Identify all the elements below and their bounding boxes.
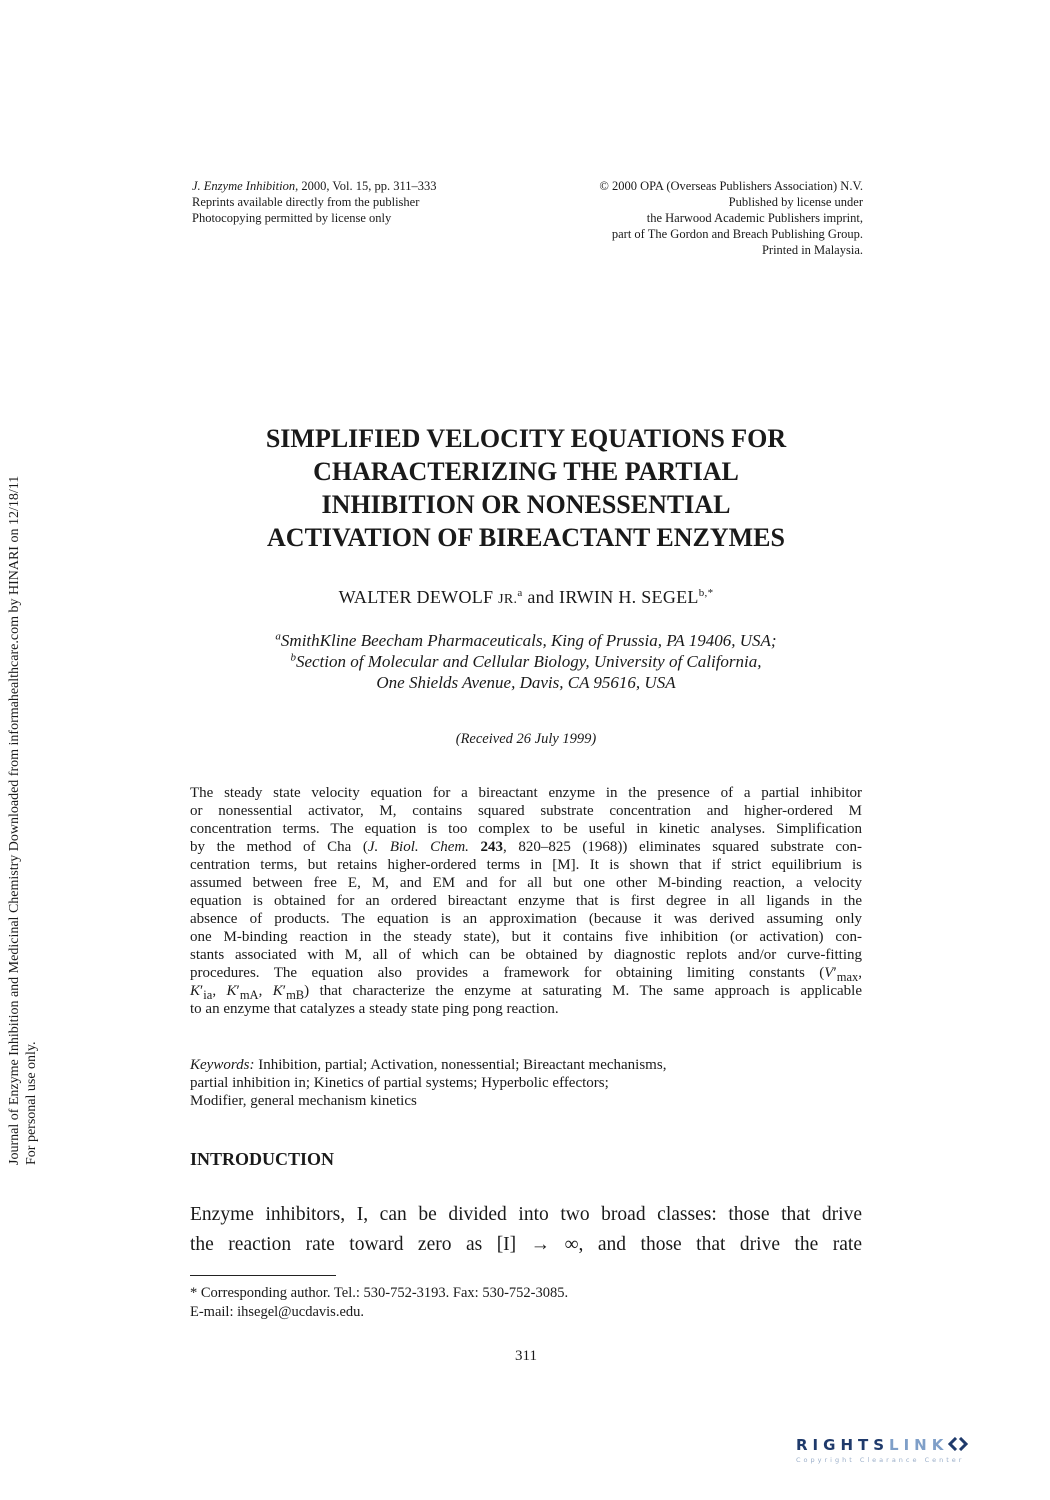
keywords-line: Modifier, general mechanism kinetics (190, 1093, 417, 1109)
abstract-line: procedures. The equation also provides a framework for obtaining limiting constants ($V'_{max}$, (190, 965, 862, 984)
affiliation-b: $^b$Section of Molecular and Cellular Biology, University of California, (290, 651, 762, 671)
citation-line: J. Enzyme Inhibition, 2000, Vol. 15, pp. 311–333 (192, 179, 437, 193)
imprint-line: the Harwood Academic Publishers imprint, (646, 211, 863, 225)
rightslink-arrows-icon (948, 1437, 970, 1451)
photocopy-notice: Photocopying permitted by license only (192, 211, 392, 225)
keywords (190, 1056, 862, 1110)
section-heading: INTRODUCTION (190, 1149, 335, 1169)
received-date: (Received 26 July 1999) (455, 731, 597, 747)
corresponding-author-note: * Corresponding author. Tel.: 530-752-3193. Fax: 530-752-3085. (190, 1285, 569, 1301)
rightslink-wordmark: RIGHTSLINK (796, 1436, 1032, 1454)
abstract-line: assumed between free E, M, and EM and for all but one other M-binding reaction, a velocity (190, 875, 862, 891)
affiliation-mark: a (517, 587, 523, 599)
page-number: 311 (515, 1348, 537, 1364)
math-kma: K (226, 983, 237, 999)
rightslink-tagline: Copyright Clearance Center (796, 1456, 965, 1464)
keywords-line: partial inhibition in; Kinetics of partial systems; Hyperbolic effectors; (190, 1075, 609, 1091)
title-line: ACTIVATION OF BIREACTANT ENZYMES (267, 523, 785, 552)
abstract-line: one M-binding reaction in the steady state), but it contains five inhibition (or activation) con- (190, 929, 862, 945)
author-name: WALTER DEWOLF (338, 587, 499, 607)
abstract-line: concentration terms. The equation is too complex to be useful in kinetic analyses. Simplification (190, 821, 862, 837)
author-list (190, 586, 862, 611)
affiliations (190, 630, 862, 693)
keywords-line: Keywords: Inhibition, partial; Activation, nonessential; Bireactant mechanisms, (190, 1057, 667, 1073)
reprint-notice: Reprints available directly from the publisher (192, 195, 420, 209)
body-line: Enzyme inhibitors, I, can be divided into two broad classes: those that drive (190, 1204, 862, 1225)
math-kmb: K (272, 983, 283, 999)
math-vmax: V (824, 965, 834, 981)
copyright-line: © 2000 OPA (Overseas Publishers Association) N.V. (599, 179, 863, 193)
affiliation-a: $^a$SmithKline Beecham Pharmaceuticals, King of Prussia, PA 19406, USA; (275, 630, 777, 650)
article-title (190, 422, 862, 554)
rightslink-logo[interactable] (796, 1436, 1032, 1470)
abstract-line: centration terms, but retains higher-ordered terms in [M]. It is shown that if strict equilibrium is (190, 857, 862, 873)
footnote (190, 1284, 862, 1322)
abstract-line: to an enzyme that catalyzes a steady state ping pong reaction. (190, 1001, 559, 1017)
title-line: SIMPLIFIED VELOCITY EQUATIONS FOR (265, 424, 787, 453)
abstract-line: stants associated with M, all of which can be obtained by diagnostic replots and/or curve-fitting (190, 947, 862, 963)
footnote-rule (190, 1275, 336, 1276)
abstract-line: by the method of Cha (J. Biol. Chem. 243, 820–825 (1968)) eliminates squared substrate con- (190, 839, 862, 855)
journal-citation (192, 178, 532, 226)
author-suffix: JR. (498, 592, 518, 607)
abstract-line: equation is obtained for an ordered bireactant enzyme that is first degree in all ligands in the (190, 893, 862, 909)
title-line: CHARACTERIZING THE PARTIAL (313, 457, 739, 486)
author-connector: and (522, 587, 560, 607)
body-line: the reaction rate toward zero as [I] → ∞, and those that drive the rate (190, 1234, 862, 1255)
email-note: E-mail: ihsegel@ucdavis.edu. (190, 1304, 365, 1320)
publisher-group-line: part of The Gordon and Breach Publishing Group. (611, 227, 863, 241)
personal-use-line: For personal use only. (24, 1041, 39, 1165)
printed-line: Printed in Malaysia. (761, 243, 863, 257)
abstract-line: $K'_{ia}$, $K'_{mA}$, $K'_{mB}$) that characterize the enzyme at saturating M. The same approach is applicable (190, 983, 862, 1002)
author-name: IRWIN H. SEGEL (559, 587, 699, 607)
abstract-line: The steady state velocity equation for a bireactant enzyme in the presence of a partial inhibitor (190, 785, 862, 801)
download-notice-line: Journal of Enzyme Inhibition and Medicinal Chemistry Downloaded from informahealthcare.com by HINARI on 12/18/11 (7, 475, 22, 1165)
abstract-line: absence of products. The equation is an approximation (because it was derived assuming only (190, 911, 862, 927)
introduction-text (190, 1200, 862, 1260)
copyright-notice (520, 178, 863, 258)
abstract-line: or nonessential activator, M, contains squared substrate concentration and higher-ordered M (190, 803, 862, 819)
abstract (190, 784, 862, 1018)
license-line: Published by license under (728, 195, 863, 209)
keywords-label: Keywords: (190, 1057, 255, 1073)
title-line: INHIBITION OR NONESSENTIAL (321, 490, 731, 519)
affiliation-b-address: One Shields Avenue, Davis, CA 95616, USA (376, 673, 676, 692)
affiliation-mark: b,* (698, 587, 714, 599)
math-kia: K (190, 983, 201, 999)
